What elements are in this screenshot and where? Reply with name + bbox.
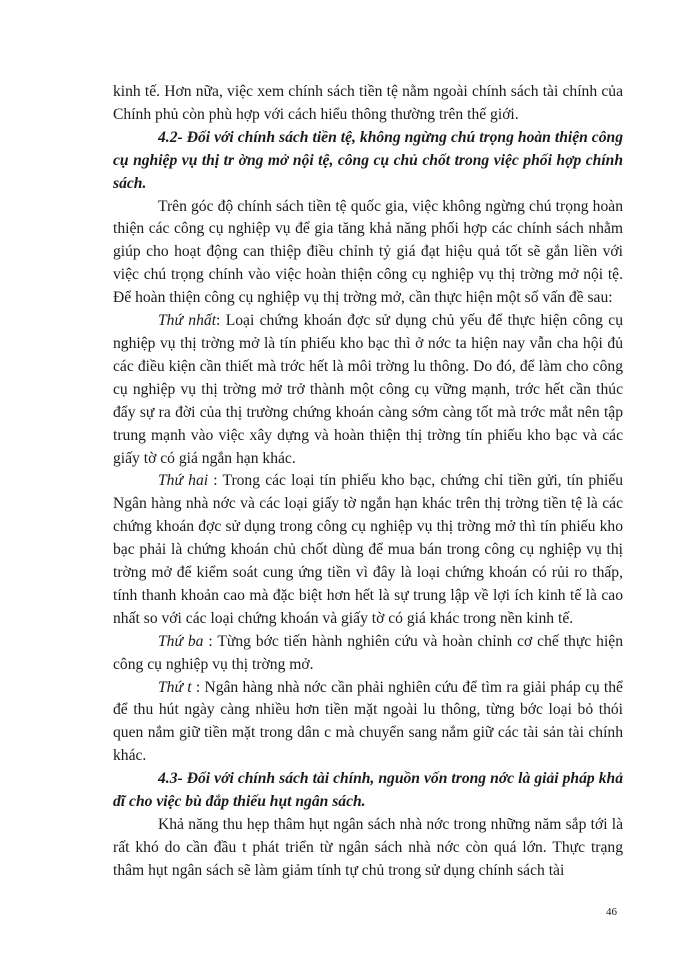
section-heading-4-3: 4.3- Đối với chính sách tài chính, nguồn vốn trong nớc là giải pháp khả dĩ cho việc bù đắp thiếu hụt ngân sách. xyxy=(113,770,623,811)
paragraph-intro: Trên góc độ chính sách tiền tệ quốc gia, việc không ngừng chú trọng hoàn thiện các công cụ nghiệp vụ để gia tăng khả năng phối hợp các chính sách nhằm giúp cho hoạt động can thiệp điều chỉnh tỷ giá đạt hiệu quả tốt sẽ gắn liền với việc chú trọng chính vào việc hoàn thiện công cụ nghiệp vụ thị trờng mở nội tệ. Để hoàn thiện công cụ nghiệp vụ thị trờng mở, cần thực hiện một số vấn đề sau: xyxy=(113,197,623,307)
paragraph-continuation: kinh tế. Hơn nữa, việc xem chính sách tiền tệ nằm ngoài chính sách tài chính của Chính phủ còn phù hợp với cách hiểu thông thường trên thế giới. xyxy=(113,83,623,123)
paragraph-text: : Ngân hàng nhà nớc cần phải nghiên cứu để tìm ra giải pháp cụ thể để thu hút ngày càng nhiều hơn tiền mặt ngoài lu thông, từng bớc loại bỏ thói quen nắm giữ tiền mặt trong dân c mà chuyển sang nắm giữ các tài sản tài chính khác. xyxy=(113,678,623,765)
lead-term: Thứ t xyxy=(158,678,192,696)
paragraph-thu-hai xyxy=(113,470,623,630)
lead-term: Thứ nhất xyxy=(158,312,217,330)
paragraph-thu-nhat xyxy=(113,310,623,470)
page-number: 46 xyxy=(606,906,617,918)
paragraph-budget-deficit: Khả năng thu hẹp thâm hụt ngân sách nhà nớc trong những năm sắp tới là rất khó do cần đầu t phát triển từ ngân sách nhà nớc còn quá lớn. Thực trạng thâm hụt ngân sách sẽ làm giảm tính tự chủ trong sử dụng chính sách tài xyxy=(113,816,623,879)
lead-term: Thứ ba xyxy=(158,632,204,650)
paragraph-thu-ba xyxy=(113,631,623,677)
document-page xyxy=(113,81,623,883)
lead-term: Thứ hai xyxy=(158,472,209,490)
section-heading-4-2: 4.2- Đối với chính sách tiền tệ, không ngừng chú trọng hoàn thiện công cụ nghiệp vụ thị tr ờng mở nội tệ, công cụ chủ chốt trong việc phối hợp chính sách. xyxy=(113,128,623,192)
paragraph-text: : Loại chứng khoán đợc sử dụng chủ yếu để thực hiện công cụ nghiệp vụ thị trờng mở là tín phiếu kho bạc thì ở nớc ta hiện nay vẫn cha hội đủ các điều kiện cần thiết mà trớc hết là môi trờng lu thông. Do đó, để làm cho công cụ nghiệp vụ thị trờng mở trở thành một công cụ vững mạnh, trớc hết cần thúc đẩy sự ra đời của thị trường chứng khoán càng sớm càng tốt mà trớc mắt nên tập trung mạnh vào việc xây dựng và hoàn thiện thị trờng tín phiếu kho bạc và các giấy tờ có giá ngắn hạn khác. xyxy=(113,312,623,467)
paragraph-text: : Từng bớc tiến hành nghiên cứu và hoàn chỉnh cơ chế thực hiện công cụ nghiệp vụ thị trờng mở. xyxy=(113,632,623,673)
paragraph-thu-tu xyxy=(113,677,623,769)
paragraph-text: : Trong các loại tín phiếu kho bạc, chứng chỉ tiền gửi, tín phiếu Ngân hàng nhà nớc và các loại giấy tờ ngắn hạn khác trên thị trờng tiền tệ là các chứng khoán đợc sử dụng trong công cụ nghiệp vụ thị trờng mở thì tín phiếu kho bạc phải là chứng khoán chủ chốt dùng để mua bán trong công cụ nghiệp vụ thị trờng mở để kiểm soát cung ứng tiền vì đây là loại chứng khoán có rủi ro thấp, tính thanh khoản cao mà đặc biệt hơn hết là sự trung lập về lợi ích kinh tế là cao nhất so với các loại chứng khoán và giấy tờ có giá khác trong nền kinh tế. xyxy=(113,472,623,627)
